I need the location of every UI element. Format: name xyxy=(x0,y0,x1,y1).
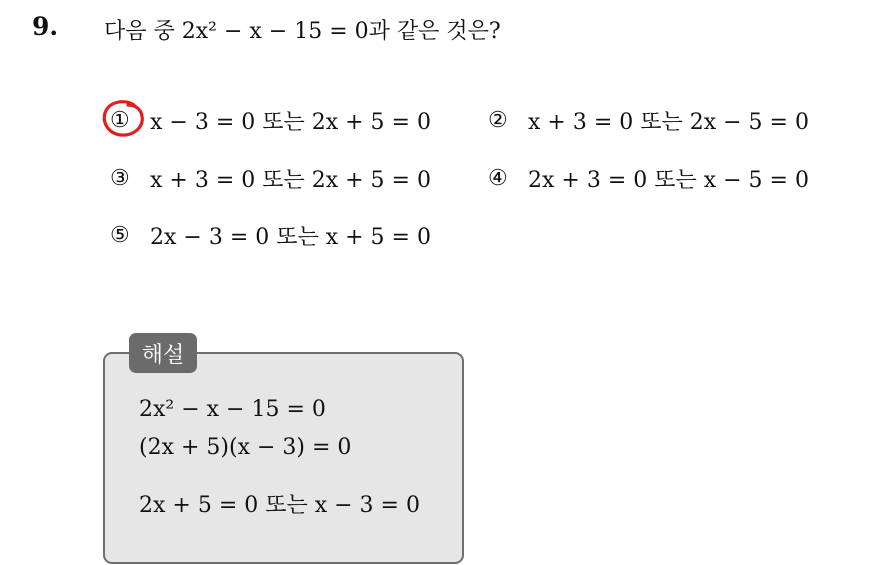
choice-3[interactable] xyxy=(110,163,431,194)
choice-1[interactable] xyxy=(110,105,431,136)
choice-1-number: ① xyxy=(110,108,130,133)
choice-2[interactable] xyxy=(488,105,809,136)
choice-3-number: ③ xyxy=(110,166,130,191)
question-text: 다음 중 2x² − x − 15 = 0과 같은 것은? xyxy=(104,19,501,44)
solution-line-2: (2x + 5)(x − 3) = 0 xyxy=(139,435,352,460)
choice-5[interactable] xyxy=(110,220,431,251)
choice-4[interactable] xyxy=(488,163,809,194)
choice-2-number: ② xyxy=(488,108,508,133)
choice-5-number: ⑤ xyxy=(110,223,130,248)
choice-4-text: 2x + 3 = 0 또는 x − 5 = 0 xyxy=(528,168,809,193)
solution-line-3: 2x + 5 = 0 또는 x − 3 = 0 xyxy=(139,493,420,518)
choice-5-text: 2x − 3 = 0 또는 x + 5 = 0 xyxy=(150,225,431,250)
choice-2-text: x + 3 = 0 또는 2x − 5 = 0 xyxy=(528,110,809,135)
choice-1-text: x − 3 = 0 또는 2x + 5 = 0 xyxy=(150,110,431,135)
solution-line-1: 2x² − x − 15 = 0 xyxy=(139,397,326,422)
choice-3-text: x + 3 = 0 또는 2x + 5 = 0 xyxy=(150,168,431,193)
question-number: 9. xyxy=(32,12,59,41)
choice-4-number: ④ xyxy=(488,166,508,191)
solution-label: 해설 xyxy=(129,333,197,373)
